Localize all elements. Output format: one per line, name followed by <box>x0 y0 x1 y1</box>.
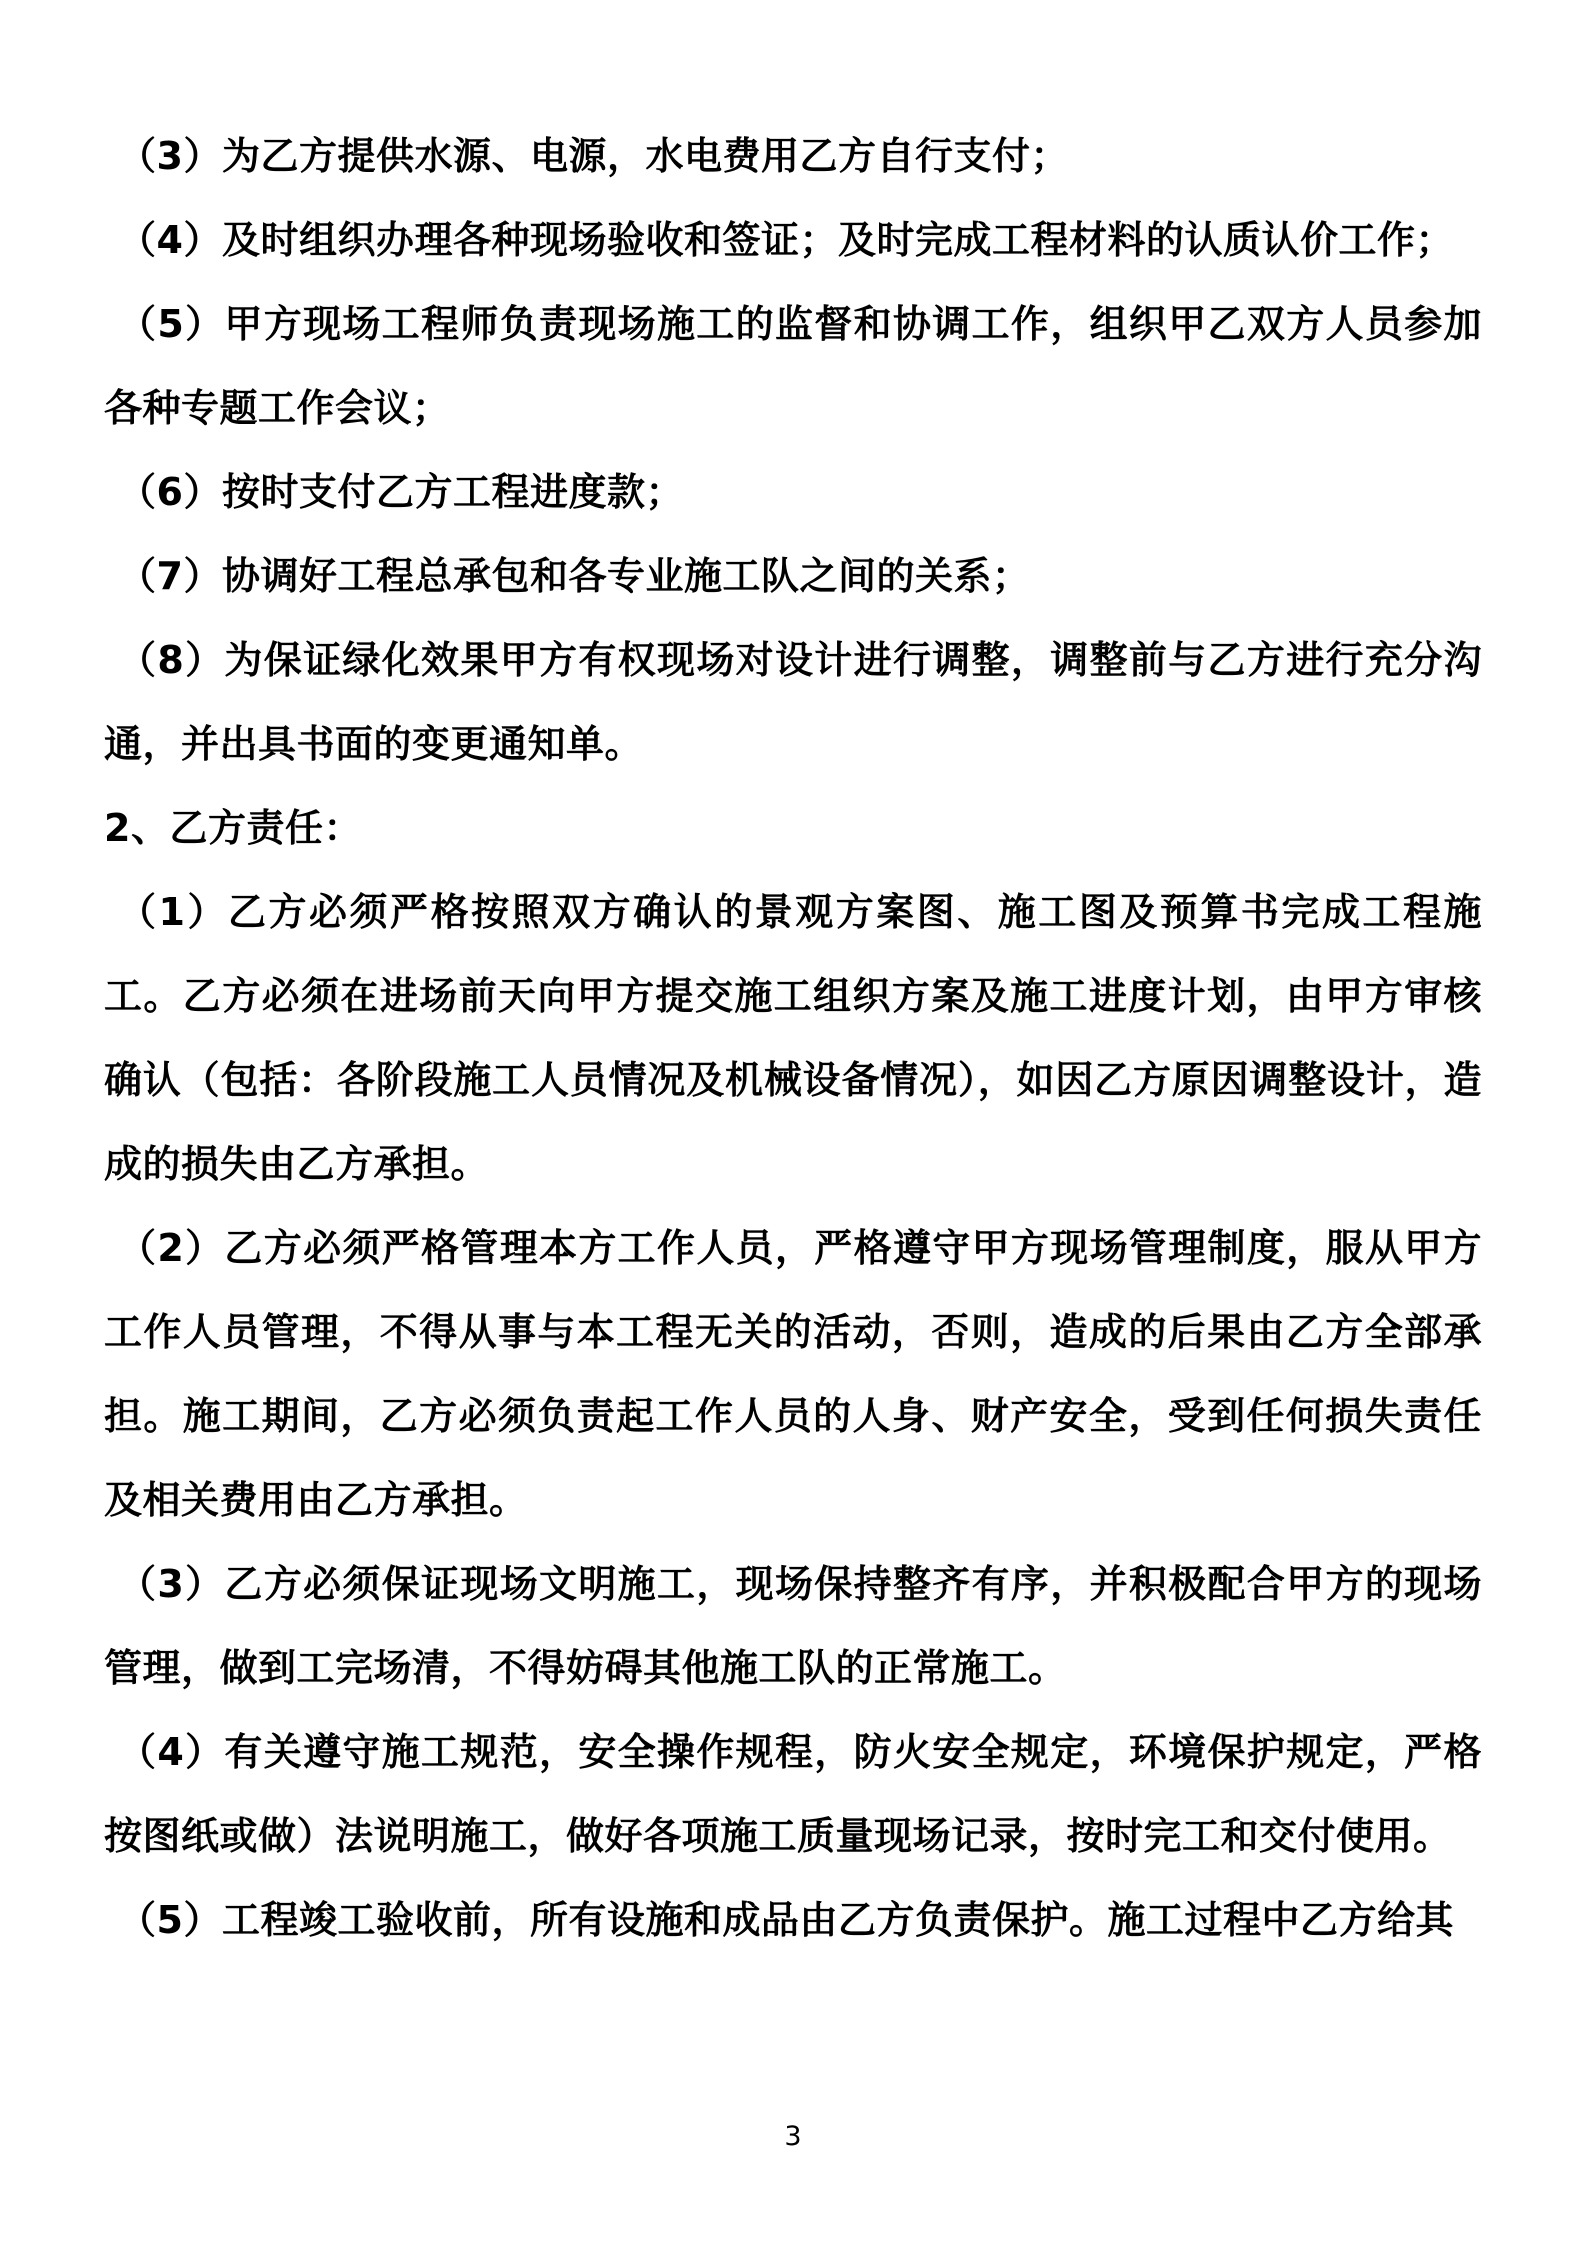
clause-item: （6）按时支付乙方工程进度款； <box>118 470 684 514</box>
clause-item: （8）为保证绿化效果甲方有权现场对设计进行调整，调整前与乙方进行充分沟通，并出具书面的变更通知单。 <box>104 638 1482 766</box>
page-number: 3 <box>784 2121 802 2152</box>
clause-item: （3）乙方必须保证现场文明施工，现场保持整齐有序，并积极配合甲方的现场管理，做到工完场清，不得妨碍其他施工队的正常施工。 <box>104 1562 1482 1690</box>
clause-item: （4）及时组织办理各种现场验收和签证；及时完成工程材料的认质认价工作； <box>118 218 1454 262</box>
clause-item: （4）有关遵守施工规范，安全操作规程，防火安全规定，环境保护规定，严格按图纸或做）法说明施工，做好各项施工质量现场记录，按时完工和交付使用。 <box>104 1730 1482 1858</box>
page-footer <box>0 2121 1586 2152</box>
section-heading: 2、乙方责任： <box>104 806 362 850</box>
clause-item: （2）乙方必须严格管理本方工作人员，严格遵守甲方现场管理制度，服从甲方工作人员管理，不得从事与本工程无关的活动，否则，造成的后果由乙方全部承担。施工期间，乙方必须负责起工作人员的人身、财产安全，受到任何损失责任及相关费用由乙方承担。 <box>104 1226 1482 1522</box>
clause-item: （1）乙方必须严格按照双方确认的景观方案图、施工图及预算书完成工程施工。乙方必须在进场前天向甲方提交施工组织方案及施工进度计划，由甲方审核确认（包括：各阶段施工人员情况及机械设备情况），如因乙方原因调整设计，造成的损失由乙方承担。 <box>104 890 1482 1186</box>
clause-item: （5）工程竣工验收前，所有设施和成品由乙方负责保护。施工过程中乙方给其 <box>118 1898 1454 1942</box>
clause-item: （5）甲方现场工程师负责现场施工的监督和协调工作，组织甲乙双方人员参加各种专题工作会议； <box>104 302 1482 430</box>
document-body <box>104 114 1482 1962</box>
clause-item: （7）协调好工程总承包和各专业施工队之间的关系； <box>118 554 1031 598</box>
clause-item: （3）为乙方提供水源、电源，水电费用乙方自行支付； <box>118 134 1069 178</box>
